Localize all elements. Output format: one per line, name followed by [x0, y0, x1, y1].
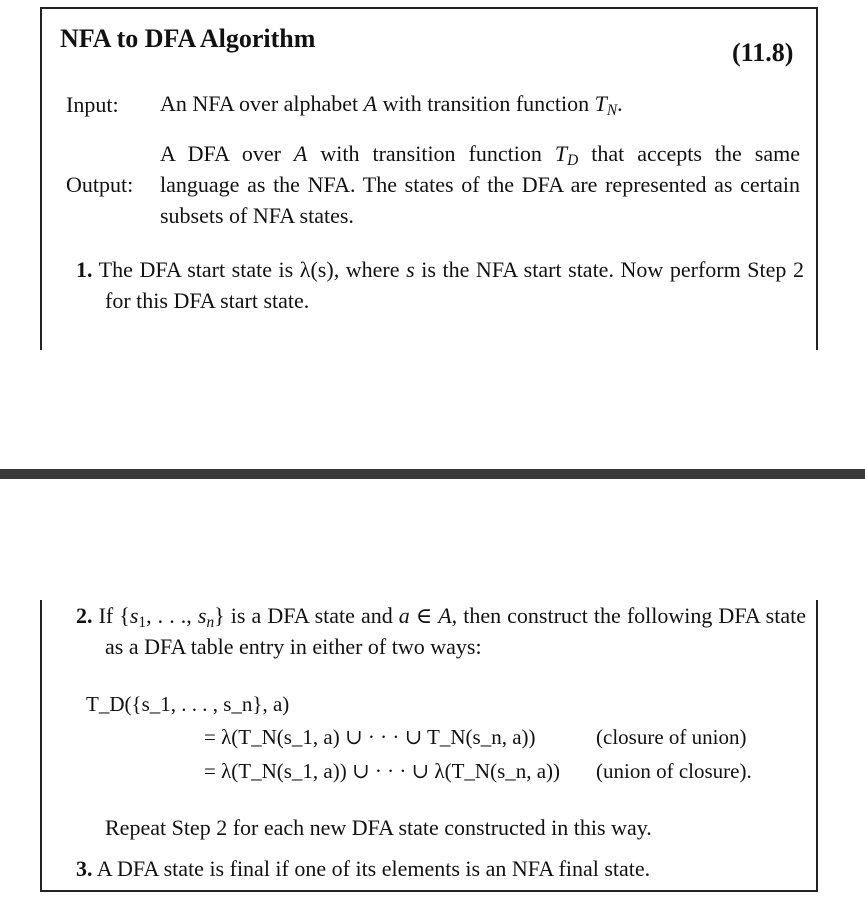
panel-divider — [0, 469, 865, 479]
step-2: 2. If {$s_1$, . . ., $s_n$} is a DFA state and a ∈ A, then construct the following DFA state as a DFA table entry in either of two ways: — [76, 603, 806, 659]
formula-lhs: T_D({s_1, . . . , s_n}, a) — [86, 692, 290, 716]
output-label: Output: — [66, 172, 134, 197]
step-3: 3. A DFA state is final if one of its elements is an NFA final state. — [76, 856, 651, 881]
algorithm-title: NFA to DFA Algorithm — [60, 24, 316, 53]
formula-line-1: = λ(T_N(s_1, a) ∪ · · · ∪ T_N(s_n, a)) — [204, 725, 536, 749]
input-description: An NFA over alphabet A with transition function $T_N$. — [160, 91, 623, 119]
formula-line-2-note: (union of closure). — [596, 759, 752, 783]
equation-number: (11.8) — [732, 38, 794, 67]
output-description: A DFA over A with transition function $T_D$ that accepts the same language as the NFA. The states of the DFA are represented as certain subsets of NFA states. — [160, 141, 800, 228]
step-1: 1. The DFA start state is λ(s), where s is the NFA start state. Now perform Step 2 for this DFA start state. — [76, 257, 804, 313]
repeat-step-2: Repeat Step 2 for each new DFA state constructed in this way. — [105, 815, 652, 840]
formula-line-1-note: (closure of union) — [596, 725, 747, 749]
formula-line-2: = λ(T_N(s_1, a)) ∪ · · · ∪ λ(T_N(s_n, a)) — [204, 759, 561, 783]
input-label: Input: — [66, 92, 119, 117]
